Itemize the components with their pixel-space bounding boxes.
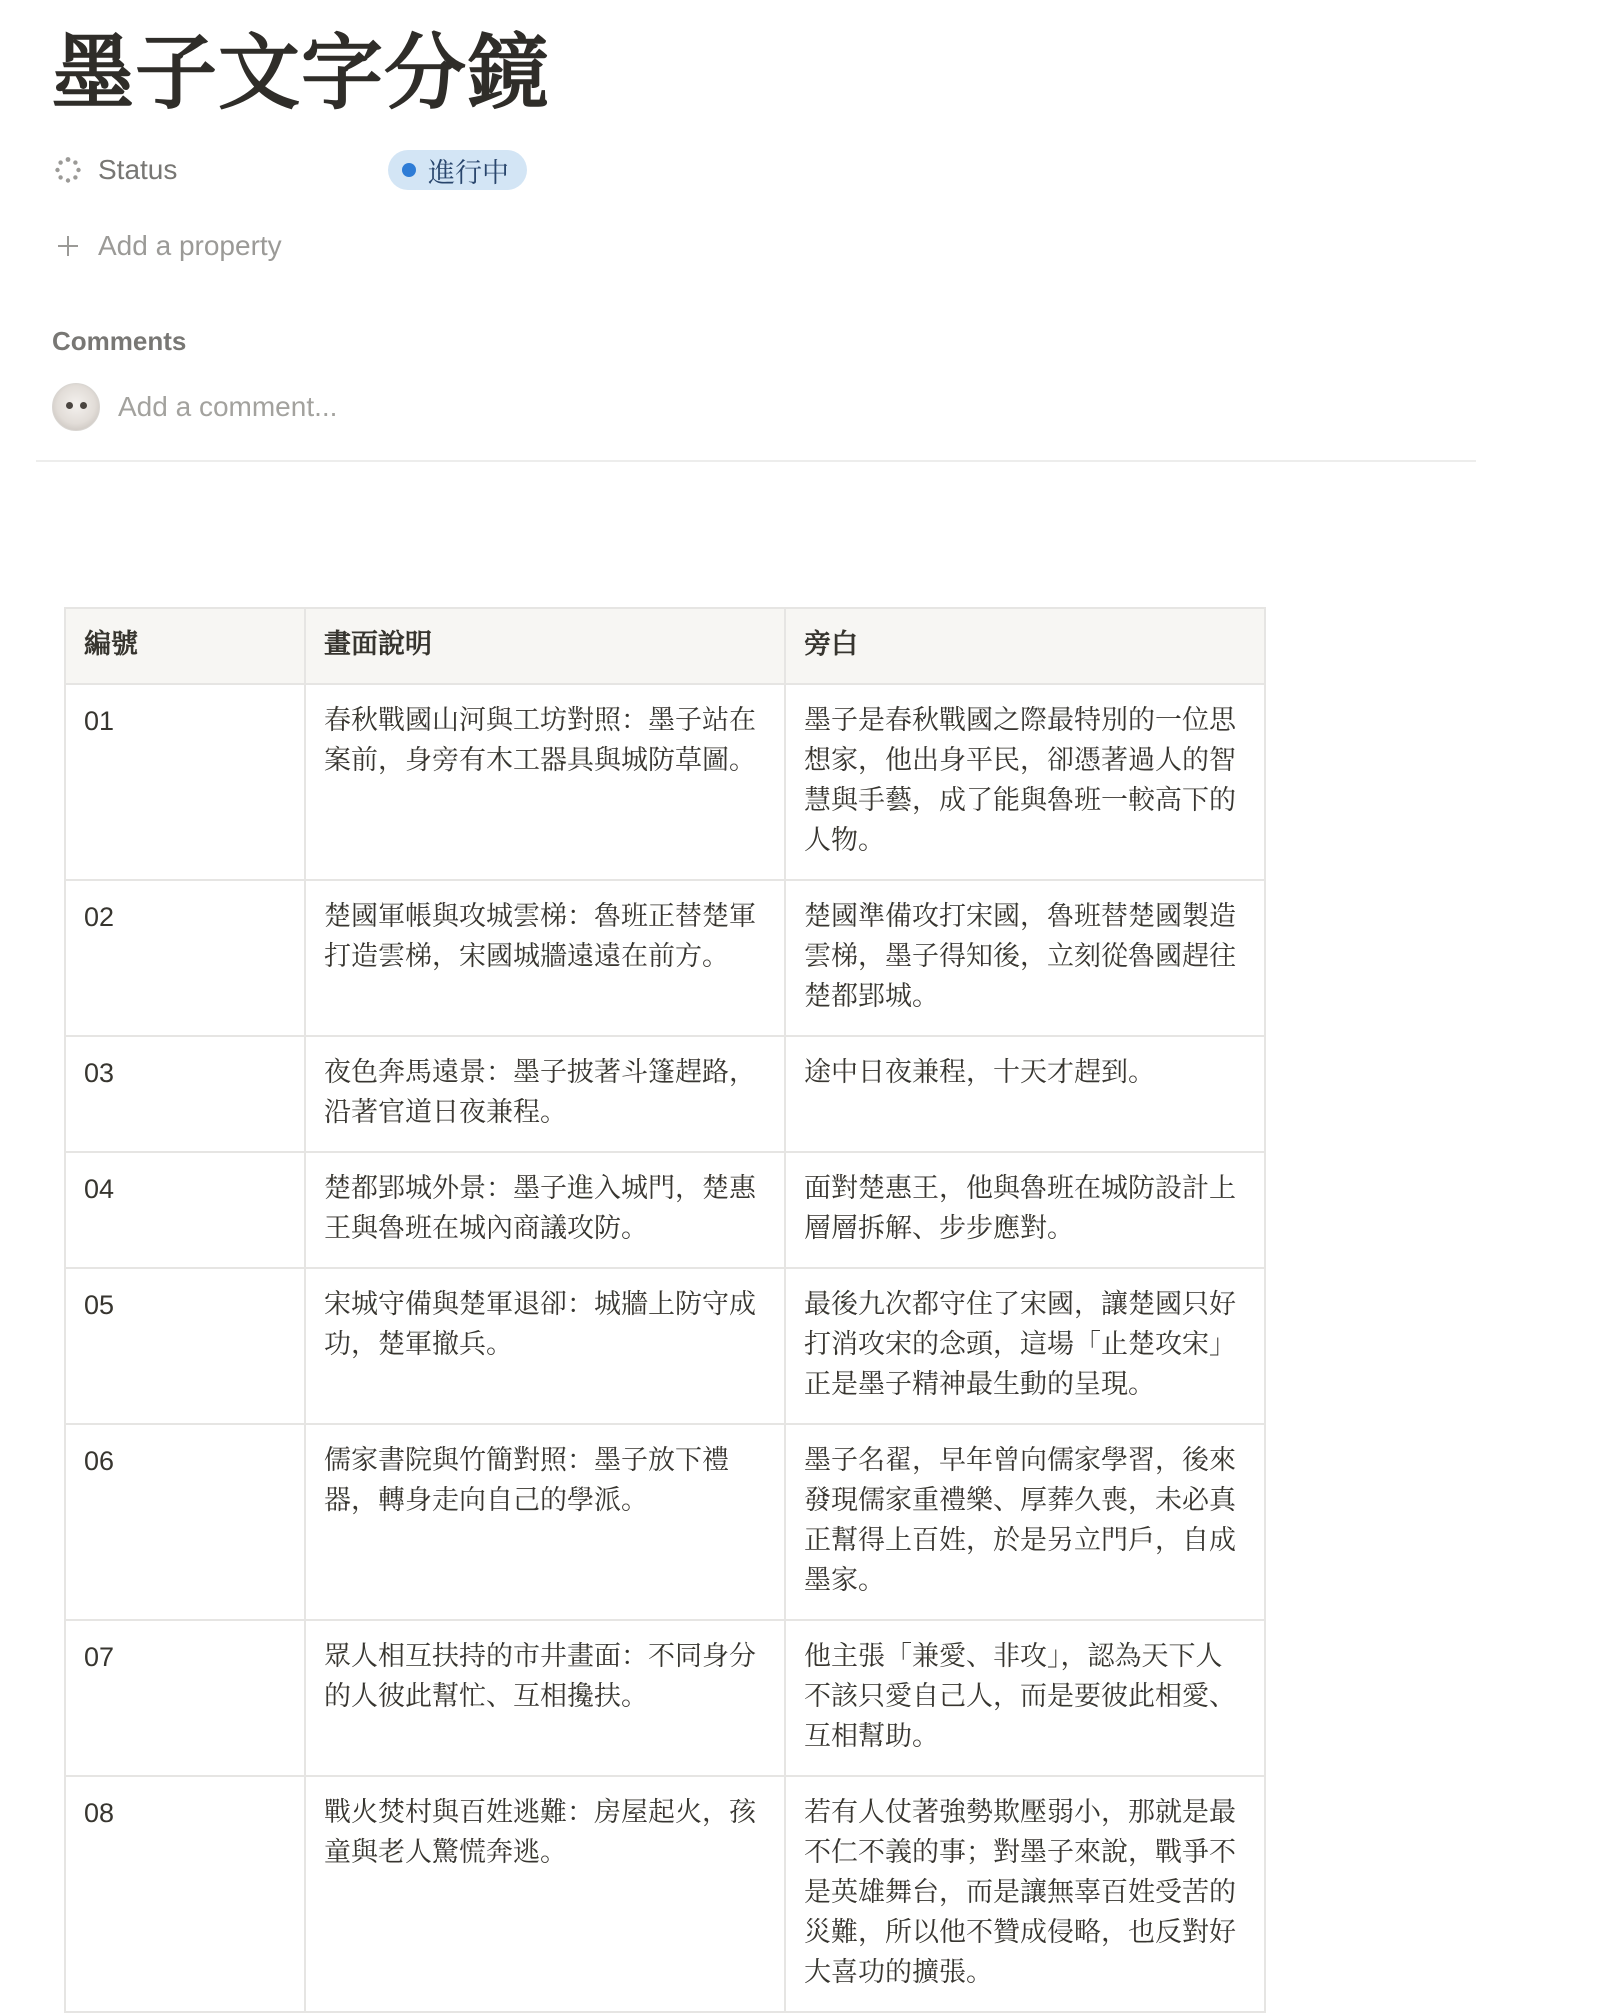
avatar: [52, 383, 100, 431]
column-header-narration[interactable]: 旁白: [785, 608, 1265, 684]
table-row: [65, 1268, 1265, 1424]
comments-heading: Comments: [52, 326, 187, 356]
table-row: [65, 1424, 1265, 1620]
cell-id[interactable]: 07: [65, 1620, 305, 1776]
cell-narration[interactable]: 途中日夜兼程，十天才趕到。: [785, 1036, 1265, 1152]
cell-id[interactable]: 04: [65, 1152, 305, 1268]
column-header-scene[interactable]: 畫面說明: [305, 608, 785, 684]
cell-narration[interactable]: 墨子名翟，早年曾向儒家學習，後來發現儒家重禮樂、厚葬久喪，未必真正幫得上百姓，於是另立門戶，自成墨家。: [785, 1424, 1265, 1620]
cell-id[interactable]: 08: [65, 1776, 305, 2012]
cell-id[interactable]: 03: [65, 1036, 305, 1152]
status-property-label[interactable]: Status: [98, 154, 178, 185]
storyboard-table: [64, 607, 1266, 2013]
plus-icon: [52, 230, 84, 262]
table-row: [65, 880, 1265, 1036]
column-header-id[interactable]: 編號: [65, 608, 305, 684]
cell-scene[interactable]: 儒家書院與竹簡對照：墨子放下禮器，轉身走向自己的學派。: [305, 1424, 785, 1620]
cell-scene[interactable]: 春秋戰國山河與工坊對照：墨子站在案前，身旁有木工器具與城防草圖。: [305, 684, 785, 880]
add-property-label: Add a property: [98, 230, 282, 261]
table-row: [65, 1152, 1265, 1268]
cell-scene[interactable]: 夜色奔馬遠景：墨子披著斗篷趕路，沿著官道日夜兼程。: [305, 1036, 785, 1152]
cell-scene[interactable]: 楚國軍帳與攻城雲梯：魯班正替楚軍打造雲梯，宋國城牆遠遠在前方。: [305, 880, 785, 1036]
table-row: [65, 1036, 1265, 1152]
table-row: [65, 684, 1265, 880]
cell-scene[interactable]: 楚都郢城外景：墨子進入城門，楚惠王與魯班在城內商議攻防。: [305, 1152, 785, 1268]
table-row: [65, 1620, 1265, 1776]
cell-narration[interactable]: 面對楚惠王，他與魯班在城防設計上層層拆解、步步應對。: [785, 1152, 1265, 1268]
cell-narration[interactable]: 最後九次都守住了宋國，讓楚國只好打消攻宋的念頭，這場「止楚攻宋」正是墨子精神最生動的呈現。: [785, 1268, 1265, 1424]
status-property-row: [52, 148, 612, 192]
status-badge[interactable]: [388, 150, 527, 190]
cell-scene[interactable]: 戰火焚村與百姓逃難：房屋起火，孩童與老人驚慌奔逃。: [305, 1776, 785, 2012]
status-dot-icon: [402, 163, 416, 177]
table-row: [65, 1776, 1265, 2012]
cell-id[interactable]: 02: [65, 880, 305, 1036]
cell-scene[interactable]: 宋城守備與楚軍退卻：城牆上防守成功，楚軍撤兵。: [305, 1268, 785, 1424]
cell-narration[interactable]: 他主張「兼愛、非攻」，認為天下人不該只愛自己人，而是要彼此相愛、互相幫助。: [785, 1620, 1265, 1776]
cell-id[interactable]: 01: [65, 684, 305, 880]
comment-input[interactable]: [118, 391, 718, 423]
table-header-row: [65, 608, 1265, 684]
status-loading-icon: [52, 154, 84, 186]
cell-id[interactable]: 06: [65, 1424, 305, 1620]
cell-narration[interactable]: 楚國準備攻打宋國，魯班替楚國製造雲梯，墨子得知後，立刻從魯國趕往楚都郢城。: [785, 880, 1265, 1036]
cell-narration[interactable]: 墨子是春秋戰國之際最特別的一位思想家，他出身平民，卻憑著過人的智慧與手藝，成了能與魯班一較高下的人物。: [785, 684, 1265, 880]
cell-scene[interactable]: 眾人相互扶持的市井畫面：不同身分的人彼此幫忙、互相攙扶。: [305, 1620, 785, 1776]
comment-composer: [52, 382, 718, 432]
cell-narration[interactable]: 若有人仗著強勢欺壓弱小，那就是最不仁不義的事；對墨子來說，戰爭不是英雄舞台，而是讓無辜百姓受苦的災難，所以他不贊成侵略，也反對好大喜功的擴張。: [785, 1776, 1265, 2012]
cell-id[interactable]: 05: [65, 1268, 305, 1424]
status-value: 進行中: [428, 157, 509, 189]
add-property-button[interactable]: [52, 226, 282, 266]
page-title[interactable]: 墨子文字分鏡: [52, 26, 551, 121]
divider: [36, 460, 1476, 462]
